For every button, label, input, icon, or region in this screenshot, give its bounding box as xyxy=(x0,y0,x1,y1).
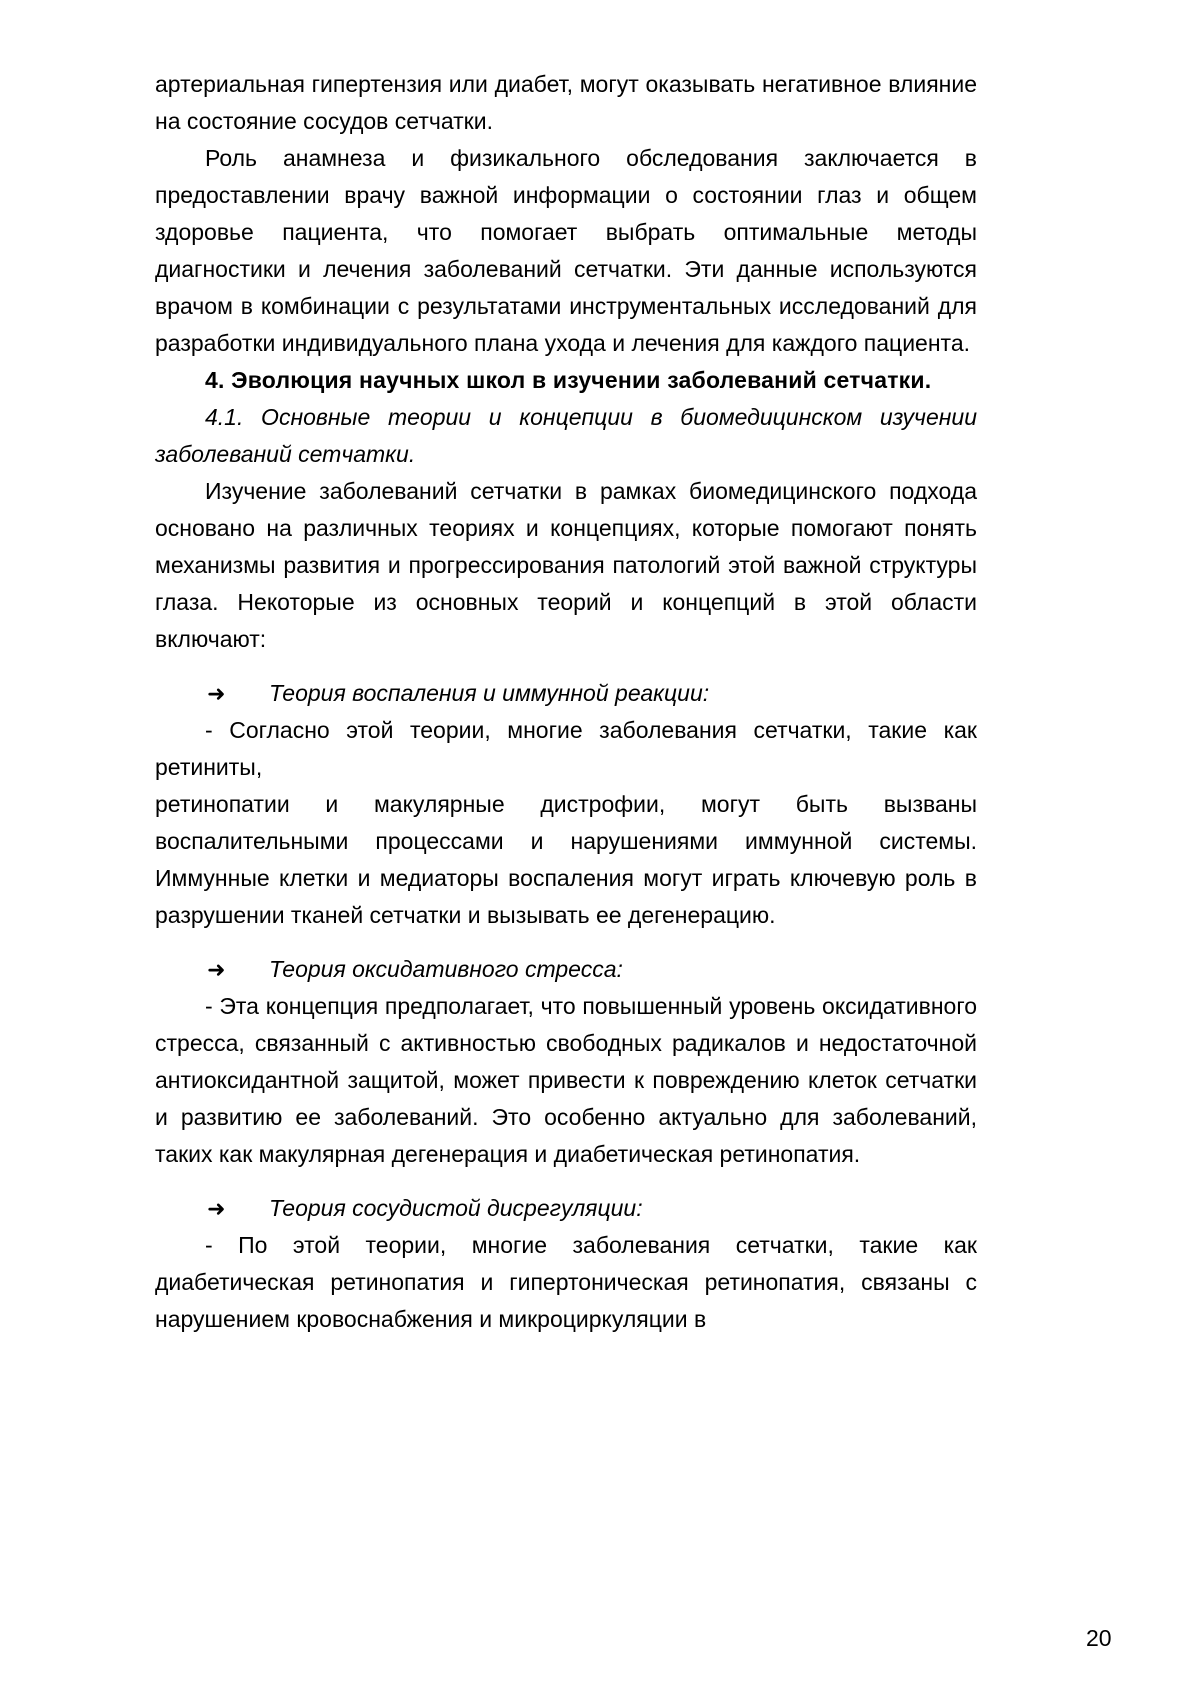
arrow-bullet-icon: ➜ xyxy=(207,1196,226,1221)
paragraph: - Эта концепция предполагает, что повышенный уровень оксидативного стресса, связанный с активностью свободных радикалов и недостаточной антиоксидантной защитой, может привести к повреждению клеток сетчатки и развитию ее заболеваний. Это особенно актуально для заболеваний, таких как макулярная дегенерация и диабетическая ретинопатия. xyxy=(155,993,977,1167)
paragraph: - Согласно этой теории, многие заболевания сетчатки, такие как ретиниты, xyxy=(155,717,977,780)
paragraph: - По этой теории, многие заболевания сетчатки, такие как диабетическая ретинопатия и гипертоническая ретинопатия, связаны с нарушением кровоснабжения и микроциркуляции в xyxy=(155,1232,977,1332)
paragraph: Роль анамнеза и физикального обследования заключается в предоставлении врачу важной информации о состоянии глаз и общем здоровье пациента, что помогает выбрать оптимальные методы диагностики и лечения заболеваний сетчатки. Эти данные используются врачом в комбинации с результатами инструментальных исследований для разработки индивидуального плана ухода и лечения для каждого пациента. xyxy=(155,145,977,356)
page-content xyxy=(155,66,977,1338)
paragraph-continuation: ретинопатии и макулярные дистрофии, могут быть вызваны воспалительными процессами и нарушениями иммунной системы. Иммунные клетки и медиаторы воспаления могут играть ключевую роль в разрушении тканей сетчатки и вызывать ее дегенерацию. xyxy=(155,791,977,928)
paragraph-continuation: артериальная гипертензия или диабет, могут оказывать негативное влияние на состояние сосудов сетчатки. xyxy=(155,71,977,134)
arrow-bullet-icon: ➜ xyxy=(207,681,226,706)
section-heading: 4. Эволюция научных школ в изучении заболеваний сетчатки. xyxy=(205,367,932,393)
bullet-label: Теория сосудистой дисрегуляции: xyxy=(269,1195,643,1221)
arrow-bullet-icon: ➜ xyxy=(207,957,226,982)
bullet-item xyxy=(155,1190,977,1227)
subsection-heading: 4.1. Основные теории и концепции в биомедицинском изучении заболеваний сетчатки. xyxy=(155,404,977,467)
bullet-item xyxy=(155,951,977,988)
bullet-item xyxy=(155,675,977,712)
bullet-label: Теория воспаления и иммунной реакции: xyxy=(269,680,710,706)
paragraph: Изучение заболеваний сетчатки в рамках биомедицинского подхода основано на различных теориях и концепциях, которые помогают понять механизмы развития и прогрессирования патологий этой важной структуры глаза. Некоторые из основных теорий и концепций в этой области включают: xyxy=(155,478,977,652)
bullet-label: Теория оксидативного стресса: xyxy=(269,956,623,982)
page-number: 20 xyxy=(1086,1625,1112,1651)
